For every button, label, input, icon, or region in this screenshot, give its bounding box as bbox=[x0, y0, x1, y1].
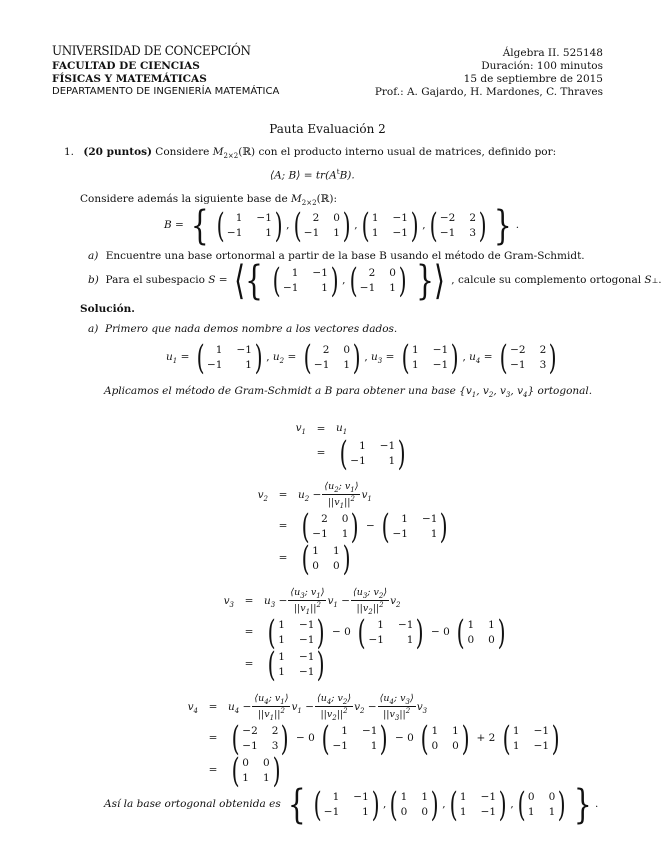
paren-left: ( bbox=[429, 206, 438, 246]
matrix-entries bbox=[460, 790, 496, 820]
matrix-entry: 1 bbox=[245, 358, 252, 371]
paren-right: ) bbox=[351, 507, 360, 548]
inner-product-end: B). bbox=[339, 169, 355, 182]
paren-left: ( bbox=[401, 338, 410, 378]
solution-part-a-label: a) bbox=[88, 323, 99, 335]
paren-left: ( bbox=[303, 338, 312, 378]
matrix-entry: 1 bbox=[341, 527, 349, 540]
matrix-entry: −1 bbox=[510, 358, 526, 371]
matrix-entries bbox=[314, 343, 350, 373]
paren-right: ) bbox=[272, 751, 281, 792]
matrix-entry: −1 bbox=[282, 281, 299, 294]
paren-right: ) bbox=[371, 785, 380, 825]
matrix-entries bbox=[283, 266, 328, 296]
left-brace: { bbox=[191, 203, 209, 249]
matrix-entry: 1 bbox=[412, 344, 419, 357]
matrix-entry: 2 bbox=[321, 513, 328, 526]
matrix-entries bbox=[312, 512, 348, 542]
part-b: b) Para el subespacio S = ⟨{ ( 1 −1 −1 1 ) , ( 2 0 −1 1 ) }⟩ , calcule su complemento ortogonal S ⊥ . bbox=[88, 258, 662, 304]
paren-left: ( bbox=[381, 507, 390, 548]
matrix-entry: 0 bbox=[332, 559, 340, 572]
final-right-brace: } bbox=[573, 782, 592, 828]
matrix-entry: 1 bbox=[459, 805, 467, 818]
matrix-entry: 1 bbox=[406, 633, 414, 646]
part-a-label: a) bbox=[88, 250, 99, 262]
matrix-entry: −1 bbox=[350, 454, 366, 467]
matrix-entry: −1 bbox=[353, 791, 369, 804]
paren-right: ) bbox=[342, 539, 351, 580]
matrix-entry: 1 bbox=[370, 739, 378, 752]
faculty-line2: FÍSICAS Y MATEMÁTICAS bbox=[52, 73, 207, 85]
matrix-v1 bbox=[337, 433, 409, 474]
matrix-v3-b bbox=[355, 613, 427, 654]
basis-space-sub: 2×2 bbox=[301, 199, 317, 208]
matrix-entry: 1 bbox=[278, 619, 285, 632]
matrix-entries bbox=[467, 618, 494, 648]
paren-right: ) bbox=[478, 206, 487, 246]
matrix-s1 bbox=[270, 261, 342, 301]
matrix-entry: −1 bbox=[298, 665, 315, 678]
matrix-f1 bbox=[311, 785, 383, 825]
matrix-entry: −1 bbox=[303, 226, 320, 239]
paren-left: ( bbox=[301, 539, 310, 580]
matrix-entry: 2 bbox=[539, 344, 547, 357]
paren-left: ( bbox=[502, 719, 511, 760]
matrix-entry: 1 bbox=[512, 725, 520, 738]
matrix-entry: −1 bbox=[361, 725, 378, 738]
matrix-b4 bbox=[427, 206, 490, 246]
matrix-entries bbox=[401, 790, 428, 820]
matrix-entry: 0 bbox=[421, 805, 428, 818]
v1-derivation: $v_1$ = $u_1$ = ( 1 −1 −1 1 ) bbox=[276, 422, 410, 469]
paren-left: ( bbox=[420, 719, 429, 760]
solution-part-a-intro: Primero que nada demos nombre a los vectores dados. bbox=[105, 323, 398, 335]
matrix-entry: −1 bbox=[359, 281, 376, 294]
matrix-entry: 1 bbox=[421, 791, 428, 804]
professors: Prof.: A. Gajardo, H. Mardones, C. Thraves bbox=[374, 86, 603, 98]
matrix-entries bbox=[312, 544, 339, 574]
matrix-entry: 1 bbox=[371, 226, 379, 239]
matrix-entries bbox=[324, 790, 369, 820]
matrix-entry: 1 bbox=[527, 805, 535, 818]
matrix-entry: −1 bbox=[256, 212, 272, 225]
angle-right: }⟩ bbox=[416, 258, 446, 304]
matrix-entry: 1 bbox=[512, 739, 520, 752]
paren-left: ( bbox=[339, 433, 348, 474]
v2-derivation: $v_2$ = $u_2$ − $\frac{⟨u_2; v_1⟩}{||v_1||^2}$ $v_1$ = ( 2 0 −1 1 ) − ( 1 −1 −1 1 ) = ( 1 1 0 0 ) bbox=[238, 482, 452, 574]
paren-left: ( bbox=[349, 261, 358, 301]
problem-statement bbox=[64, 146, 556, 161]
matrix-entry: 1 bbox=[343, 358, 351, 371]
matrix-entry: 0 bbox=[312, 559, 319, 572]
matrix-entry: −1 bbox=[432, 358, 449, 371]
final-text: Así la base ortogonal obtenida es bbox=[104, 798, 281, 811]
paren-right: ) bbox=[548, 338, 557, 378]
u-vectors: $u_1$ = ( 1 −1 −1 1 ) , $u_2$ = ( 2 0 −1 1 ) , $u_3$ = ( 1 −1 1 −1 ) , $u_4$ = ( −2 2 −1 3 ) bbox=[166, 343, 561, 373]
matrix-entry: −1 bbox=[312, 267, 328, 280]
space-sub: 2×2 bbox=[223, 152, 239, 161]
matrix-v2 bbox=[299, 539, 353, 580]
matrix-entry: −1 bbox=[298, 633, 315, 646]
right-brace: } bbox=[494, 203, 512, 249]
matrix-entry: 0 bbox=[488, 633, 495, 646]
matrix-entry: 0 bbox=[242, 757, 249, 770]
matrix-entry: 1 bbox=[388, 454, 396, 467]
problem-intro-a: Considere bbox=[155, 146, 210, 158]
department-name: DEPARTAMENTO DE INGENIERÍA MATEMÁTICA bbox=[52, 86, 280, 97]
inner-product: ⟨A; B⟩ = tr(A bbox=[270, 169, 337, 182]
paren-right: ) bbox=[430, 785, 439, 825]
matrix-u1 bbox=[194, 338, 266, 378]
part-b-text-b: , calcule su complemento ortogonal bbox=[451, 274, 642, 287]
paren-left: ( bbox=[449, 785, 458, 825]
matrix-entry: 1 bbox=[400, 791, 408, 804]
matrix-entry: 1 bbox=[278, 651, 285, 664]
matrix-entry: 1 bbox=[265, 226, 272, 239]
matrix-entry: −1 bbox=[298, 651, 315, 664]
matrix-entry: 2 bbox=[312, 212, 320, 225]
matrix-entry: 0 bbox=[452, 739, 459, 752]
matrix-entry: −1 bbox=[533, 739, 550, 752]
matrix-entry: −1 bbox=[298, 619, 315, 632]
matrix-v4-d bbox=[500, 719, 563, 760]
matrix-entry: 0 bbox=[389, 267, 396, 280]
matrix-v3 bbox=[265, 645, 328, 686]
paren-right: ) bbox=[330, 261, 339, 301]
paren-right: ) bbox=[450, 338, 459, 378]
subspace-s: S = bbox=[208, 274, 228, 287]
matrix-entry: 2 bbox=[322, 344, 330, 357]
basis-space-field: (ℝ) bbox=[316, 193, 334, 205]
matrix-entry: 1 bbox=[312, 545, 319, 558]
page-title: Pauta Evaluación 2 bbox=[269, 122, 386, 136]
faculty-line1: FACULTAD DE CIENCIAS bbox=[52, 60, 200, 72]
paren-right: ) bbox=[461, 719, 470, 760]
final-basis: Así la base ortogonal obtenida es { ( 1 −1 −1 1 ) , ( 1 1 0 0 ) , ( 1 −1 1 −1 ) , ( 0 0 1 1 ) } . bbox=[104, 782, 599, 828]
matrix-entry: 0 bbox=[467, 633, 475, 646]
matrix-entry: −1 bbox=[323, 805, 340, 818]
matrix-entry: 1 bbox=[401, 513, 408, 526]
paren-right: ) bbox=[397, 433, 406, 474]
matrix-entry: 1 bbox=[332, 791, 340, 804]
matrix-entry: 2 bbox=[271, 725, 279, 738]
paren-left: ( bbox=[301, 507, 310, 548]
matrix-entry: −1 bbox=[432, 344, 449, 357]
paren-right: ) bbox=[281, 719, 290, 760]
matrix-entries bbox=[242, 756, 269, 786]
matrix-entry: 0 bbox=[333, 212, 340, 225]
solution-part-a bbox=[88, 323, 397, 336]
paren-right: ) bbox=[398, 261, 407, 301]
space-symbol: M bbox=[212, 146, 224, 158]
matrix-entry: −1 bbox=[368, 633, 384, 646]
paren-left: ( bbox=[267, 645, 276, 686]
matrix-v4 bbox=[229, 751, 283, 792]
matrix-entry: 1 bbox=[459, 791, 467, 804]
matrix-f3 bbox=[447, 785, 510, 825]
problem-number: 1. bbox=[64, 146, 75, 158]
paren-right: ) bbox=[498, 785, 507, 825]
matrix-entries bbox=[372, 211, 408, 241]
paren-left: ( bbox=[216, 206, 225, 246]
exam-duration: Duración: 100 minutos bbox=[481, 60, 603, 72]
matrix-entry: −1 bbox=[379, 440, 396, 453]
v4-derivation: $v_4$ = $u_4$ − $\frac{⟨u_4; v_1⟩}{||v_1||^2}$ $v_1$ − $\frac{⟨u_4; v_2⟩}{||v_2||^2}$ $v_2$ − $\frac{⟨u_4; v_3⟩}{||v_3||^2}$ $v_3$ = ( −2 2 −1 3 ) − 0 ( 1 −1 −1 1 ) − 0 ( 1 1 0 0 ) + 2 ( 1 −1 1 −1 ) = ( 0 0 1 1 ) bbox=[168, 694, 563, 786]
matrix-entries bbox=[440, 211, 476, 241]
matrix-entry: 1 bbox=[215, 344, 223, 357]
paren-left: ( bbox=[231, 719, 240, 760]
paren-right: ) bbox=[352, 338, 361, 378]
matrix-entry: 2 bbox=[469, 212, 477, 225]
matrix-v4-c bbox=[418, 719, 472, 760]
final-left-brace: { bbox=[287, 782, 306, 828]
matrix-entry: −1 bbox=[480, 805, 497, 818]
s-perp: S bbox=[644, 274, 652, 287]
paren-left: ( bbox=[267, 613, 276, 654]
matrix-entry: −1 bbox=[392, 212, 408, 225]
matrix-f2 bbox=[387, 785, 441, 825]
matrix-s2 bbox=[347, 261, 410, 301]
matrix-v4-a bbox=[229, 719, 292, 760]
paren-left: ( bbox=[390, 785, 398, 825]
matrix-entry: 1 bbox=[371, 212, 379, 225]
matrix-entry: 0 bbox=[527, 791, 535, 804]
paren-left: ( bbox=[321, 719, 330, 760]
matrix-entry: −1 bbox=[397, 619, 414, 632]
matrix-entry: 0 bbox=[431, 739, 439, 752]
matrix-entries bbox=[350, 439, 395, 469]
matrix-f4 bbox=[515, 785, 569, 825]
matrix-entry: −1 bbox=[236, 344, 252, 357]
paren-right: ) bbox=[254, 338, 263, 378]
matrix-entry: 1 bbox=[452, 725, 459, 738]
inner-product-sup: t bbox=[336, 168, 340, 176]
matrix-entry: 1 bbox=[278, 665, 285, 678]
matrix-entry: 1 bbox=[431, 725, 439, 738]
matrix-entry: 1 bbox=[333, 226, 340, 239]
paren-right: ) bbox=[557, 785, 566, 825]
paren-right: ) bbox=[440, 507, 449, 548]
paren-right: ) bbox=[416, 613, 425, 654]
problem-points: (20 puntos) bbox=[83, 146, 152, 158]
paren-left: ( bbox=[293, 206, 302, 246]
matrix-b1 bbox=[214, 206, 286, 246]
paren-left: ( bbox=[361, 206, 370, 246]
matrix-entry: 2 bbox=[368, 267, 376, 280]
paren-right: ) bbox=[497, 613, 506, 654]
exam-date: 15 de septiembre de 2015 bbox=[463, 73, 603, 85]
matrix-entry: 1 bbox=[362, 805, 369, 818]
paren-right: ) bbox=[274, 206, 283, 246]
matrix-entry: −1 bbox=[480, 791, 497, 804]
part-b-label: b) bbox=[88, 274, 99, 287]
matrix-entries bbox=[510, 343, 546, 373]
matrix-entry: 1 bbox=[341, 725, 348, 738]
matrix-entry: −1 bbox=[439, 226, 456, 239]
matrix-entries bbox=[207, 343, 252, 373]
basis-symbol: B bbox=[164, 219, 172, 232]
matrix-v4-b bbox=[319, 719, 391, 760]
angle-left: ⟨{ bbox=[233, 258, 263, 304]
matrix-b3 bbox=[359, 206, 422, 246]
matrix-entries bbox=[360, 266, 396, 296]
matrix-entry: −1 bbox=[313, 358, 330, 371]
paren-left: ( bbox=[456, 613, 465, 654]
matrix-entry: 1 bbox=[412, 358, 419, 371]
matrix-entry: −2 bbox=[510, 344, 526, 357]
matrix-entry: −1 bbox=[421, 513, 438, 526]
matrix-entry: 3 bbox=[539, 358, 547, 371]
matrix-entries bbox=[513, 724, 549, 754]
gram-schmidt-intro: Aplicamos el método de Gram-Schmidt a B para obtener una base {$v_1$, $v_2$, $v_3$, $v_4$} ortogonal. bbox=[104, 385, 593, 400]
matrix-entries bbox=[278, 618, 314, 648]
paren-right: ) bbox=[410, 206, 419, 246]
matrix-entries bbox=[332, 724, 377, 754]
problem-intro-b: con el producto interno usual de matrices, definido por: bbox=[258, 146, 557, 158]
part-a-text: Encuentre una base ortonormal a partir de la base B usando el método de Gram-Schmidt. bbox=[105, 250, 585, 262]
university-name: UNIVERSIDAD DE CONCEPCIÓN bbox=[52, 44, 251, 59]
paren-right: ) bbox=[380, 719, 389, 760]
matrix-entry: 1 bbox=[359, 440, 366, 453]
paren-left: ( bbox=[357, 613, 366, 654]
matrix-entry: −1 bbox=[392, 226, 408, 239]
paren-left: ( bbox=[196, 338, 205, 378]
matrix-entries bbox=[242, 724, 278, 754]
matrix-entry: 1 bbox=[332, 545, 340, 558]
matrix-entry: 1 bbox=[262, 771, 270, 784]
matrix-entries bbox=[412, 343, 448, 373]
paren-left: ( bbox=[272, 261, 281, 301]
solution-heading: Solución. bbox=[80, 303, 135, 315]
part-b-end: . bbox=[658, 274, 662, 287]
matrix-entries bbox=[304, 211, 340, 241]
matrix-entry: 1 bbox=[291, 267, 299, 280]
matrix-entry: −1 bbox=[392, 527, 408, 540]
matrix-entry: 1 bbox=[389, 281, 396, 294]
matrix-entry: 0 bbox=[548, 791, 556, 804]
matrix-entry: 0 bbox=[341, 513, 349, 526]
matrix-entry: 3 bbox=[271, 739, 279, 752]
matrix-u2 bbox=[301, 338, 364, 378]
v3-derivation: $v_3$ = $u_3$ − $\frac{⟨u_3; v_1⟩}{||v_1||^2}$ $v_1$ − $\frac{⟨u_3; v_2⟩}{||v_2||^2}$ $v_2$ = ( 1 −1 1 −1 ) − 0 ( 1 −1 −1 1 ) − 0 ( 1 1 0 0 ) = ( 1 −1 1 −1 ) bbox=[204, 588, 509, 680]
matrix-entry: −1 bbox=[312, 527, 328, 540]
matrix-entry: 3 bbox=[469, 226, 477, 239]
basis-intro-a: Considere además la siguiente base de bbox=[80, 193, 288, 205]
matrix-entry: 0 bbox=[343, 344, 351, 357]
matrix-entry: 1 bbox=[242, 771, 249, 784]
matrix-entry: −1 bbox=[206, 358, 223, 371]
space-field: (ℝ) bbox=[238, 146, 256, 158]
paren-right: ) bbox=[342, 206, 351, 246]
matrix-entry: 1 bbox=[488, 619, 495, 632]
matrix-entry: −1 bbox=[226, 226, 243, 239]
matrix-entry: 0 bbox=[400, 805, 408, 818]
matrix-entries bbox=[431, 724, 458, 754]
matrix-entry: 1 bbox=[548, 805, 556, 818]
matrix-entry: −1 bbox=[242, 739, 258, 752]
paren-left: ( bbox=[499, 338, 508, 378]
matrix-entry: −2 bbox=[242, 725, 258, 738]
matrix-entry: 1 bbox=[235, 212, 243, 225]
matrix-entry: −2 bbox=[439, 212, 456, 225]
perp-symbol: ⊥ bbox=[651, 276, 659, 285]
matrix-entry: 1 bbox=[321, 281, 328, 294]
matrix-entries bbox=[278, 650, 314, 680]
matrix-entry: 1 bbox=[278, 633, 285, 646]
matrix-entry: −1 bbox=[533, 725, 550, 738]
matrix-v2-b bbox=[379, 507, 451, 548]
matrix-entry: 1 bbox=[377, 619, 384, 632]
matrix-b2 bbox=[291, 206, 354, 246]
matrix-entries bbox=[392, 512, 437, 542]
matrix-entry: 0 bbox=[262, 757, 270, 770]
matrix-u4 bbox=[497, 338, 560, 378]
paren-right: ) bbox=[317, 645, 326, 686]
gs-intro-tail: } ortogonal. bbox=[527, 385, 593, 397]
paren-left: ( bbox=[313, 785, 322, 825]
basis-intro-b: : bbox=[333, 193, 338, 205]
course-name: Álgebra II. 525148 bbox=[502, 47, 603, 59]
matrix-u3 bbox=[399, 338, 462, 378]
paren-left: ( bbox=[231, 751, 240, 792]
basis-space-symbol: M bbox=[291, 193, 302, 205]
paren-right: ) bbox=[317, 613, 326, 654]
paren-left: ( bbox=[517, 785, 526, 825]
matrix-v3-c bbox=[454, 613, 508, 654]
inner-product-definition bbox=[270, 168, 355, 183]
matrix-entry: 1 bbox=[467, 619, 475, 632]
matrix-v3-a bbox=[265, 613, 328, 654]
matrix-entry: 1 bbox=[430, 527, 438, 540]
paren-right: ) bbox=[551, 719, 560, 760]
basis-b-equation: B = { ( 1 −1 −1 1 ) , ( 2 0 −1 1 ) , ( 1 −1 1 −1 ) , ( −2 2 −1 3 ) } . bbox=[164, 203, 520, 249]
matrix-entries bbox=[368, 618, 413, 648]
gs-intro: Aplicamos el método de Gram-Schmidt a B para obtener una base {v bbox=[104, 385, 472, 397]
matrix-v2-a bbox=[299, 507, 362, 548]
matrix-entries bbox=[528, 790, 555, 820]
matrix-entry: −1 bbox=[332, 739, 348, 752]
part-b-text-a: Para el subespacio bbox=[105, 274, 205, 287]
matrix-entries bbox=[227, 211, 272, 241]
